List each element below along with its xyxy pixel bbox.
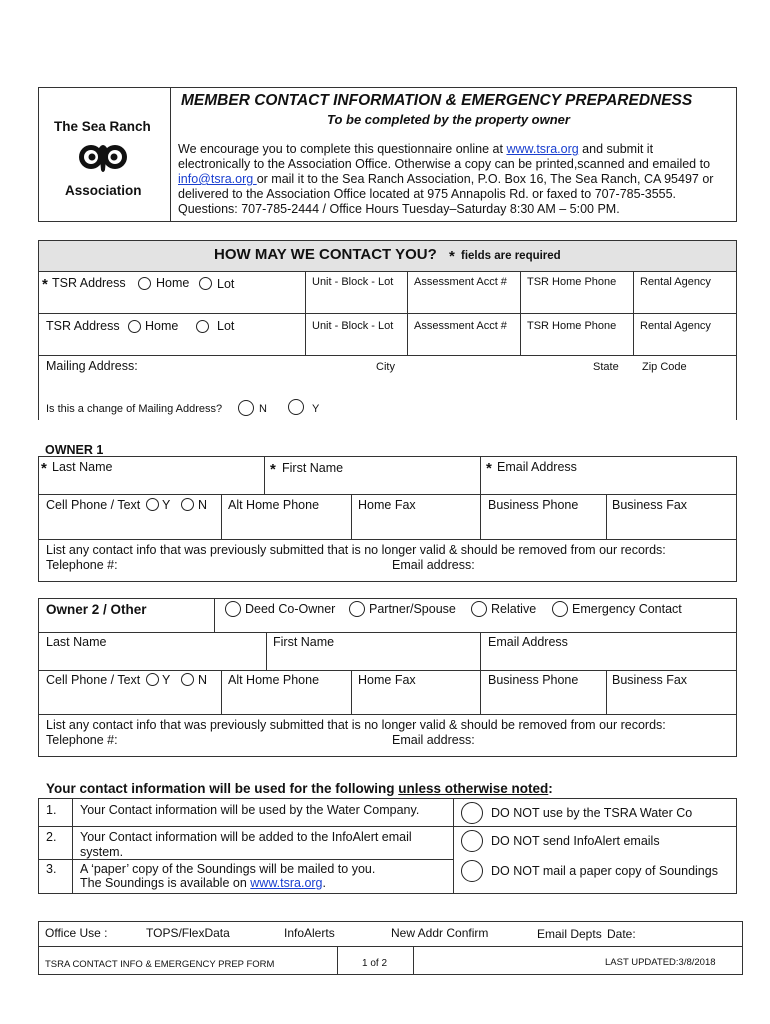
rental-agency-label-2: Rental Agency (640, 320, 711, 332)
change-no-radio[interactable] (238, 400, 254, 416)
assessment-acct-label-1: Assessment Acct # (414, 276, 507, 288)
owner2-cell-no-label: N (198, 673, 208, 687)
owner2-cell-no-radio[interactable] (181, 673, 194, 686)
owner1-cell-phone-label: Cell Phone / Text (46, 498, 141, 512)
cell-divider (480, 456, 481, 494)
cell-divider (351, 670, 352, 714)
tsr-home-phone-label-1: TSR Home Phone (527, 276, 617, 288)
row-divider (38, 355, 737, 356)
deed-coowner-radio[interactable] (225, 601, 241, 617)
owner2-heading: Owner 2 / Other (46, 602, 147, 617)
contact-heading: HOW MAY WE CONTACT YOU? (214, 246, 437, 263)
tops-flexdata-label: TOPS/FlexData (146, 926, 230, 940)
cell-divider (606, 670, 607, 714)
tsr-address-label-1: TSR Address (52, 276, 126, 290)
owner2-first-name-label: First Name (273, 635, 335, 649)
cell-divider (221, 670, 222, 714)
owner2-business-phone-label: Business Phone (488, 673, 579, 687)
usage-heading: Your contact information will be used for the following unless otherwise noted: (46, 781, 553, 796)
owner2-business-fax-label: Business Fax (612, 673, 688, 687)
intro-line-4: delivered to the Association Office located at 975 Annapolis Rd. or faxed to 707-785-3555. (178, 187, 677, 201)
row-divider (38, 946, 743, 947)
owner1-first-name-label: First Name (282, 461, 344, 475)
owner1-cell-yes-label: Y (162, 498, 171, 512)
mailing-address-label: Mailing Address: (46, 359, 138, 373)
usage-item-1-num: 1. (46, 803, 57, 817)
intro-line-2: electronically to the Association Office. Otherwise a copy can be printed,scanned and emailed to (178, 157, 711, 171)
email-link[interactable]: info@tsra.org (178, 172, 257, 186)
owner2-email-label: Email Address (488, 635, 568, 649)
required-star-icon: * (449, 248, 455, 265)
form-name: TSRA CONTACT INFO & EMERGENCY PREP FORM (45, 959, 275, 970)
required-star-icon: * (486, 460, 492, 477)
owner1-telephone-label: Telephone #: (46, 558, 118, 572)
date-label: Date: (607, 927, 636, 941)
ram-logo-icon (77, 140, 129, 178)
cell-divider (266, 632, 267, 670)
unit-block-lot-label-2: Unit - Block - Lot (312, 320, 394, 332)
row-divider (38, 670, 737, 671)
form-title: MEMBER CONTACT INFORMATION & EMERGENCY PREPAREDNESS (181, 92, 693, 109)
page-number: 1 of 2 (362, 958, 388, 969)
owner1-alt-home-phone-label: Alt Home Phone (228, 498, 320, 512)
cell-divider (480, 670, 481, 714)
unit-block-lot-label-1: Unit - Block - Lot (312, 276, 394, 288)
opt-out-water-label: DO NOT use by the TSRA Water Co (491, 806, 693, 820)
owner2-email-address-label: Email address: (392, 733, 475, 747)
relative-radio[interactable] (471, 601, 487, 617)
change-address-question: Is this a change of Mailing Address? (46, 403, 223, 415)
required-star-icon: * (42, 276, 48, 293)
owner2-cell-yes-radio[interactable] (146, 673, 159, 686)
cell-divider (413, 946, 414, 975)
row-divider (38, 539, 737, 540)
cell-divider (221, 494, 222, 539)
owner2-cell-phone-label: Cell Phone / Text (46, 673, 141, 687)
infoalerts-label: InfoAlerts (284, 926, 335, 940)
deed-coowner-label: Deed Co-Owner (245, 602, 336, 616)
owner1-invalid-note: List any contact info that was previously submitted that is no longer valid & should be removed from our records: (46, 543, 666, 557)
required-star-icon: * (270, 461, 276, 478)
cell-divider (214, 598, 215, 632)
cell-divider (480, 494, 481, 539)
change-yes-radio[interactable] (288, 399, 304, 415)
intro-line-3: info@tsra.org or mail it to the Sea Ranch Association, P.O. Box 16, The Sea Ranch, CA 95497 or (178, 172, 714, 186)
cell-divider (606, 494, 607, 539)
row-divider (38, 494, 737, 495)
opt-out-soundings-label: DO NOT mail a paper copy of Soundings (491, 864, 718, 878)
owner1-email-label: Email Address (497, 460, 577, 474)
owner1-business-fax-label: Business Fax (612, 498, 688, 512)
owner1-business-phone-label: Business Phone (488, 498, 579, 512)
emergency-contact-label: Emergency Contact (572, 602, 682, 616)
office-use-label: Office Use : (45, 926, 108, 940)
required-star-icon: * (41, 460, 47, 477)
owner1-home-fax-label: Home Fax (358, 498, 416, 512)
owner1-heading: OWNER 1 (45, 443, 104, 457)
change-yes-label: Y (312, 403, 320, 415)
usage-item-3-num: 3. (46, 862, 57, 876)
usage-item-3-text: A ‘paper’ copy of the Soundings will be mailed to you. (80, 862, 376, 876)
last-updated: LAST UPDATED:3/8/2018 (605, 957, 716, 968)
rental-agency-label-1: Rental Agency (640, 276, 711, 288)
home-radio-1[interactable] (138, 277, 151, 290)
lot-radio-2[interactable] (196, 320, 209, 333)
owner2-telephone-label: Telephone #: (46, 733, 118, 747)
usage-item-2-text: Your Contact information will be added to the InfoAlert email (80, 830, 412, 844)
cell-divider (351, 494, 352, 539)
tsr-address-label-2: TSR Address (46, 319, 120, 333)
owner2-alt-home-phone-label: Alt Home Phone (228, 673, 320, 687)
zip-label: Zip Code (642, 361, 687, 373)
tsr-home-phone-label-2: TSR Home Phone (527, 320, 617, 332)
lot-label-1: Lot (217, 277, 235, 291)
opt-out-infoalert-radio[interactable] (461, 830, 483, 852)
assessment-acct-label-2: Assessment Acct # (414, 320, 507, 332)
home-label-1: Home (156, 276, 190, 290)
lot-label-2: Lot (217, 319, 235, 333)
usage-item-3-text-2: The Soundings is available on www.tsra.org. (80, 876, 326, 890)
state-label: State (593, 361, 619, 373)
cell-divider (264, 456, 265, 494)
owner2-cell-yes-label: Y (162, 673, 171, 687)
opt-out-water-radio[interactable] (461, 802, 483, 824)
usage-item-2-text-2: system. (80, 845, 124, 859)
home-label-2: Home (145, 319, 179, 333)
cell-divider (337, 946, 338, 975)
row-divider (38, 313, 737, 314)
opt-out-infoalert-label: DO NOT send InfoAlert emails (491, 834, 660, 848)
form-subtitle: To be completed by the property owner (327, 112, 570, 127)
cell-divider (453, 798, 454, 894)
cell-divider (72, 798, 73, 894)
intro-line-1: We encourage you to complete this questionnaire online at www.tsra.org and submit it (178, 142, 654, 156)
owner2-last-name-label: Last Name (46, 635, 107, 649)
cell-divider (480, 632, 481, 670)
header-divider (170, 87, 171, 222)
city-label: City (376, 361, 395, 373)
owner1-cell-no-label: N (198, 498, 208, 512)
owner1-cell-no-radio[interactable] (181, 498, 194, 511)
usage-item-1-text: Your Contact information will be used by the Water Company. (80, 803, 420, 817)
partner-spouse-radio[interactable] (349, 601, 365, 617)
relative-label: Relative (491, 602, 537, 616)
lot-radio-1[interactable] (199, 277, 212, 290)
owner2-home-fax-label: Home Fax (358, 673, 416, 687)
emergency-contact-radio[interactable] (552, 601, 568, 617)
org-name-bottom: Association (65, 183, 142, 198)
new-addr-confirm-label: New Addr Confirm (391, 926, 489, 940)
change-no-label: N (259, 403, 267, 415)
owner1-box (38, 456, 737, 582)
row-divider (38, 859, 453, 860)
usage-item-2-num: 2. (46, 830, 57, 844)
owner1-last-name-label: Last Name (52, 460, 113, 474)
row-divider (38, 826, 737, 827)
email-depts-label: Email Depts (537, 927, 602, 941)
owner1-cell-yes-radio[interactable] (146, 498, 159, 511)
org-name-top: The Sea Ranch (54, 119, 151, 134)
partner-spouse-label: Partner/Spouse (369, 602, 456, 616)
opt-out-soundings-radio[interactable] (461, 860, 483, 882)
intro-line-5: Questions: 707-785-2444 / Office Hours Tuesday–Saturday 8:30 AM – 5:00 PM. (178, 202, 620, 216)
row-divider (38, 632, 737, 633)
row-divider (38, 714, 737, 715)
required-note: fields are required (461, 250, 561, 262)
home-radio-2[interactable] (128, 320, 141, 333)
owner2-invalid-note: List any contact info that was previously submitted that is no longer valid & should be removed from our records: (46, 718, 666, 732)
website-link[interactable]: www.tsra.org (506, 142, 579, 156)
owner1-email-address-label: Email address: (392, 558, 475, 572)
soundings-link[interactable]: www.tsra.org (250, 876, 323, 890)
